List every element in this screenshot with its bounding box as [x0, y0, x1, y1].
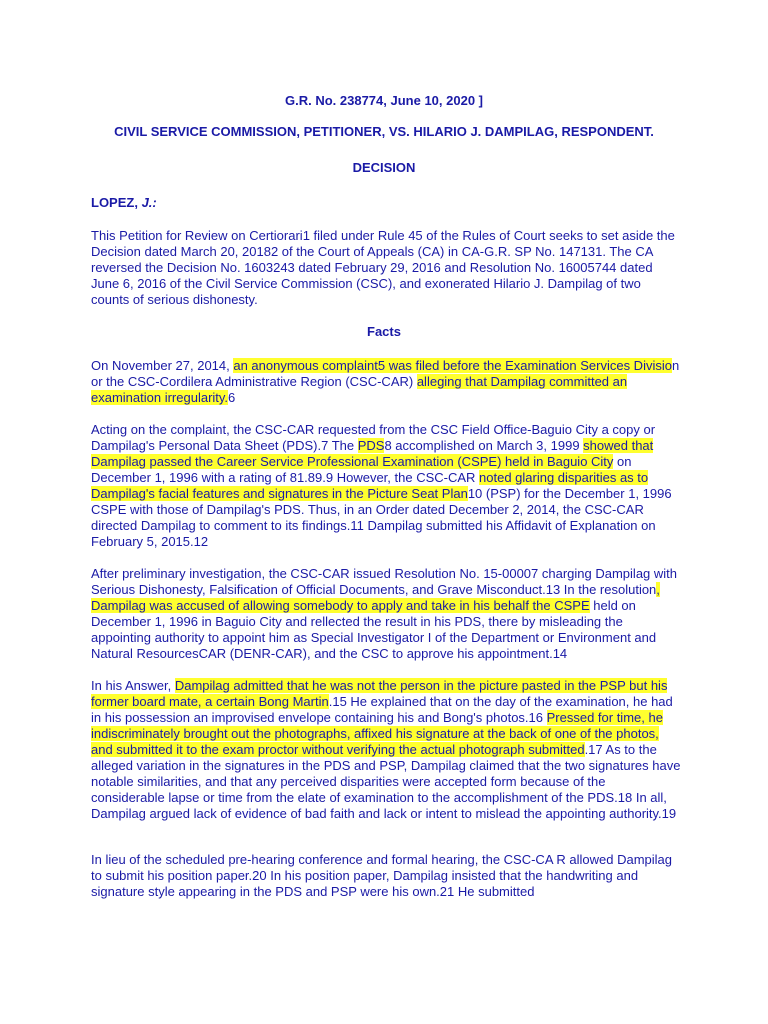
ponente-title: J.: — [141, 195, 157, 210]
paragraph-preliminary — [91, 566, 681, 662]
paragraph-intro — [91, 228, 681, 308]
highlighted-text: showed that Dampilag passed the Career Service Professional Examination (CSPE) held in Baguio City — [91, 438, 654, 469]
text-run: Acting on the complaint, the CSC-CAR requested from the CSC Field Office-Baguio City a copy or Dampilag's Personal Data Sheet (PDS).7 The — [91, 422, 656, 453]
highlighted-text: Dampilag admitted that he was not the person in the picture pasted in the PSP but his former board mate, a certain Bong Martin — [91, 678, 668, 709]
case-parties: CIVIL SERVICE COMMISSION, PETITIONER, VS. HILARIO J. DAMPILAG, RESPONDENT. — [114, 124, 654, 139]
text-run: In lieu of the scheduled pre-hearing conference and formal hearing, the CSC-CA R allowed Dampilag to submit his position paper.20 In his position paper, Dampilag insisted that the handwriting and signature style appearing in the PDS and PSP were his own.21 He submitted — [91, 852, 672, 899]
text-run: 10 (PSP) for the December 1, 1996 CSPE with those of Dampilag's PDS. Thus, in an Order dated December 2, 2014, the CSC-CAR directed Dampilag to comment to its findings.11 Dampilag submitted his Affidavit of Explanation on February 5, 2015.12 — [91, 486, 672, 549]
paragraph-acting — [91, 422, 681, 550]
text-run: In his Answer, — [91, 678, 175, 693]
ponente — [91, 195, 157, 210]
text-run: .17 As to the alleged variation in the signatures in the PDS and PSP, Dampilag claimed that the two signatures have notable similarities, and that any perceived disparities were accepted form because of the considerable lapse or time from the elate of examination to the accomplishment of the PDS.18 In all, Dampilag argued lack of evidence of bad faith and lack or intent to mislead the appointing authority.19 — [91, 742, 681, 821]
text-run: .15 He explained that on the day of the examination, he had in his possession an improvised envelope containing his and Bong's photos.16 — [91, 694, 673, 725]
text-run: This Petition for Review on Certiorari1 filed under Rule 45 of the Rules of Court seeks to set aside the Decision dated March 20, 20182 of the Court of Appeals (CA) in CA-G.R. SP No. 147131. The CA reversed the Decision No. 1603243 dated February 29, 2016 and Resolution No. 16005744 dated June 6, 2016 of the Civil Service Commission (CSC), and exonerated Hilario J. Dampilag of two counts of serious dishonesty. — [91, 228, 675, 307]
highlighted-text: noted glaring disparities as to Dampilag's facial features and signatures in the Picture Seat Plan — [91, 470, 649, 501]
text-run: After preliminary investigation, the CSC-CAR issued Resolution No. 15-00007 charging Dampilag with Serious Dishonesty, Falsification of Official Documents, and Grave Misconduct.13 In the resolution — [91, 566, 678, 597]
paragraph-complaint — [91, 358, 681, 406]
highlighted-text: Pressed for time, he indiscriminately brought out the photographs, affixed his signature at the back of one of the photos, and submitted it to the exam proctor without verifying the actual photograph submitted — [91, 710, 663, 757]
text-run: 8 accomplished on March 3, 1999 — [384, 438, 584, 453]
text-run: On November 27, 2014, — [91, 358, 234, 373]
text-run: 6 — [228, 390, 236, 405]
case-number: G.R. No. 238774, June 10, 2020 ] — [285, 93, 483, 108]
highlighted-text: an anonymous complaint5 was filed before the Examination Services Divisio — [233, 358, 672, 373]
paragraph-answer — [91, 678, 681, 822]
text-run: held on December 1, 1996 in Baguio City and rellected the result in his PDS, there by misleading the appointing authority to appoint him as Special Investigator I of the Department or Environment and Natural ResourcesCAR (DENR-CAR), and the CSC to approve his appointment.14 — [91, 598, 657, 661]
text-run: n or the CSC-Cordilera Administrative Region (CSC-CAR) — [91, 358, 680, 389]
highlighted-text: , Dampilag was accused of allowing somebody to apply and take in his behalf the CSPE — [91, 582, 660, 613]
highlighted-text: alleging that Dampilag committed an examination irregularity. — [91, 374, 628, 405]
decision-label: DECISION — [352, 160, 416, 175]
section-heading-facts: Facts — [367, 324, 401, 339]
text-run: on December 1, 1996 with a rating of 81.89.9 However, the CSC-CAR — [91, 454, 632, 485]
highlighted-text: PDS — [357, 438, 385, 453]
paragraph-position-paper — [91, 852, 681, 900]
ponente-name: LOPEZ, — [91, 195, 138, 210]
